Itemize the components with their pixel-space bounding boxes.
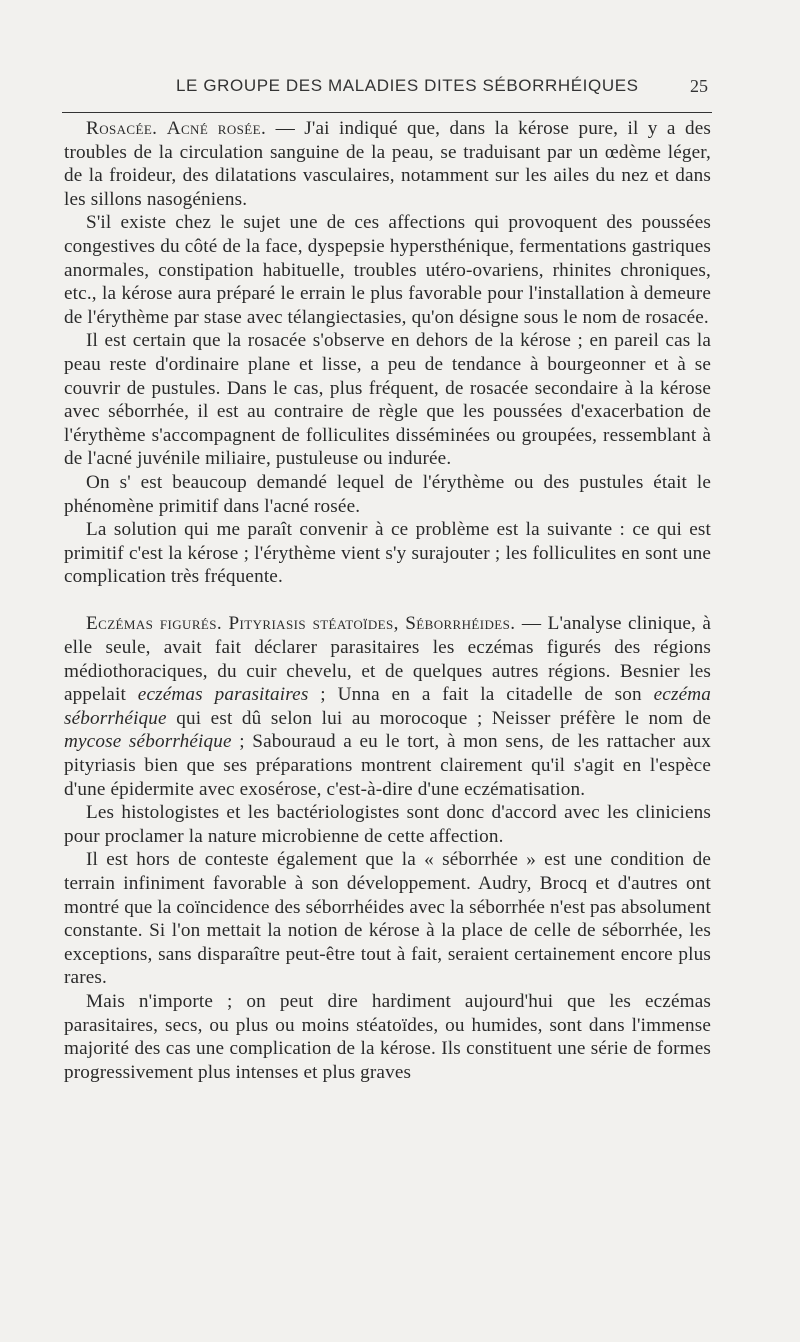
section-heading: Séborrhéides.	[405, 613, 516, 635]
paragraph-text: J'ai indiqué que, dans la kérose pure, il y a des troubles de la circulation sanguine de la peau, se traduisant par un œdème léger, de la froideur, des dilatations vasculaires, notamment sur les ailes du nez et dans les sillons nasogéniens.	[64, 118, 711, 210]
heading-dash: —	[275, 118, 295, 139]
italic-term: eczémas parasitaires	[137, 684, 309, 706]
paragraph: On s' est beaucoup demandé lequel de l'érythème ou des pustules était le phénomène primitif dans l'acné rosée.	[64, 471, 711, 517]
section-heading: Acné rosée.	[166, 118, 267, 139]
page-body	[64, 117, 711, 1084]
heading-dash: —	[521, 613, 542, 635]
paragraph: Il est certain que la rosacée s'observe en dehors de la kérose ; en pareil cas la peau reste d'ordinaire plane et lisse, a peu de tendance à bourgeonner et à se couvrir de pustules. Dans le cas, plus fréquent, de rosacée secondaire à la kérose avec séborrhée, il est au contraire de règle que les poussées d'exacerbation de l'érythème s'accompagnent de folliculites disséminées ou groupées, ressemblant à de l'acné juvénile miliaire, pustuleuse ou indurée.	[64, 330, 711, 470]
section-heading: Pityriasis stéatoïdes,	[228, 613, 399, 635]
section-heading: Rosacée.	[86, 118, 158, 139]
running-header	[66, 76, 708, 100]
paragraph: S'il existe chez le sujet une de ces affections qui provoquent des poussées congestives du côté de la face, dyspepsie hypersthénique, fermentations gastriques anormales, constipation habituelle, troubles utéro-ovariens, rhinites chroniques, etc., la kérose aura préparé le errain le plus favorable pour l'installation à demeure de l'érythème par stase avec télangiectasies, qu'on désigne sous le nom de rosacée.	[64, 212, 711, 328]
italic-term: mycose séborrhéique	[64, 731, 232, 753]
section-heading: Eczémas figurés.	[86, 613, 223, 635]
paragraph-text: qui est dû selon lui au morocoque ; Neisser préfère le nom de	[176, 707, 711, 729]
paragraph: La solution qui me paraît convenir à ce problème est la suivante : ce qui est primitif c'est la kérose ; l'érythème vient s'y surajouter ; les folliculites en sont une complication très fréquente.	[64, 519, 711, 588]
paragraph-text: ; Unna en a fait la citadelle de son	[320, 684, 642, 706]
header-rule	[62, 112, 712, 113]
page-number: 25	[690, 76, 708, 96]
running-title: LE GROUPE DES MALADIES DITES SÉBORRHÉIQUES	[176, 76, 639, 95]
paragraph: Les histologistes et les bactériologistes sont donc d'accord avec les cliniciens pour proclamer la nature microbienne de cette affection.	[64, 802, 711, 847]
paragraph: Mais n'importe ; on peut dire hardiment aujourd'hui que les eczémas parasitaires, secs, ou plus ou moins stéatoïdes, ou humides, sont dans l'immense majorité des cas une complication de la kérose. Ils constituent une série de formes progressivement plus intenses et plus graves	[64, 990, 711, 1083]
paragraph	[64, 612, 711, 801]
paragraph-text: ; Sabouraud a eu le tort, à mon sens, de les rattacher aux pityriasis bien que ses préparations montrent clairement qu'il s'agit en l'espèce d'une épidermite avec exosérose, c'est-à-dire d'une eczématisation.	[64, 731, 711, 800]
italic-term: eczéma séborrhéique	[64, 684, 712, 729]
paragraph: Il est hors de conteste également que la « séborrhée » est une condition de terrain infiniment favorable à son développement. Audry, Brocq et d'autres ont montré que la coïncidence des séborrhéides avec la séborrhée n'est pas absolument constante. Si l'on mettait la notion de kérose à la place de celle de séborrhée, les exceptions, sans disparaître peut-être tout à fait, seraient certainement encore plus rares.	[64, 849, 711, 989]
paragraph-text: L'analyse clinique, à elle seule, avait fait déclarer parasitaires les eczémas figurés des régions médiothoraciques, du cuir chevelu, et de quelques autres régions. Besnier les appelait	[64, 613, 712, 706]
paragraph	[64, 117, 711, 211]
section-gap	[64, 589, 711, 613]
